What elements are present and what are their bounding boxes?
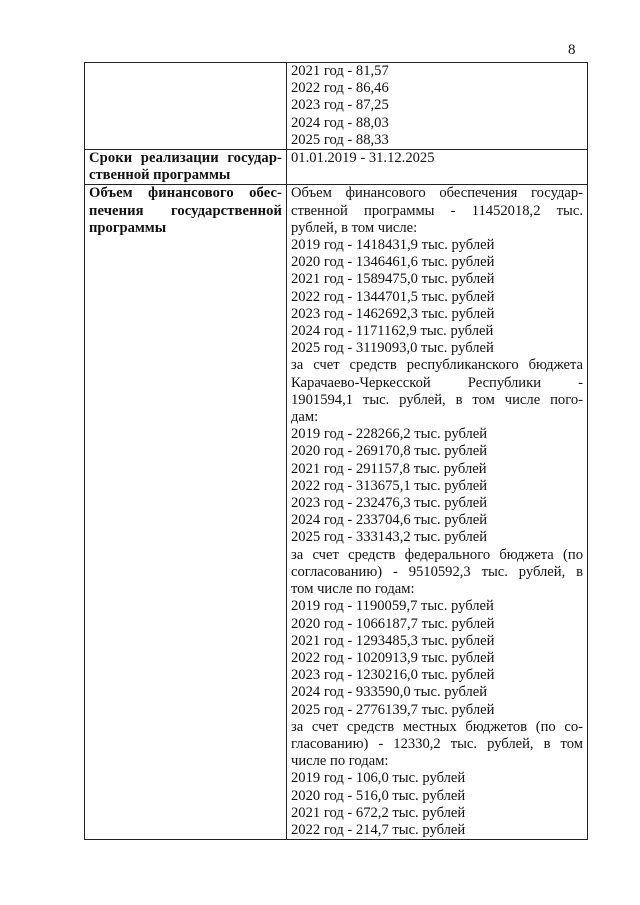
value-line: 2019 год - 1418431,9 тыс. рублей — [291, 237, 495, 254]
value-line: 2020 год - 516,0 тыс. рублей — [291, 787, 466, 804]
value-line: 2020 год - 269170,8 тыс. рублей — [291, 443, 488, 460]
value-line: за счет средств федерального бюджета (по — [291, 546, 583, 563]
value-line: за счет средств местных бюджетов (по со- — [291, 718, 583, 735]
table-row — [85, 150, 588, 185]
label-line: печения государственной — [89, 202, 282, 219]
value-line: 2022 год - 1344701,5 тыс. рублей — [291, 288, 495, 305]
value-line: 2023 год - 1230216,0 тыс. рублей — [291, 667, 495, 684]
value-line: 2025 год - 88,33 — [291, 131, 389, 148]
value-line: Объем финансового обеспечения государ- — [291, 185, 583, 202]
value-line: 2021 год - 1293485,3 тыс. рублей — [291, 632, 495, 649]
value-line: 2023 год - 1462692,3 тыс. рублей — [291, 305, 495, 322]
value-line: 2021 год - 81,57 — [291, 63, 389, 79]
table-body — [85, 63, 588, 840]
value-line: 2025 год - 2776139,7 тыс. рублей — [291, 701, 495, 718]
value-line: 2023 год - 87,25 — [291, 97, 389, 114]
value-line: 2022 год - 214,7 тыс. рублей — [291, 821, 466, 838]
value-line: 2024 год - 233704,6 тыс. рублей — [291, 512, 488, 529]
value-line: 2022 год - 313675,1 тыс. рублей — [291, 477, 488, 494]
page-number: 8 — [568, 42, 576, 58]
table-row — [85, 63, 588, 150]
value-line: 2024 год - 1171162,9 тыс. рублей — [291, 323, 494, 340]
label-line: программы — [89, 219, 167, 236]
value-line: 01.01.2019 - 31.12.2025 — [291, 150, 435, 167]
program-passport-table — [84, 62, 588, 840]
label-line: Объем финансового обес- — [89, 185, 282, 202]
label-line: ственной программы — [89, 167, 231, 184]
value-line: 2025 год - 333143,2 тыс. рублей — [291, 529, 488, 546]
row-label-cell — [85, 63, 287, 150]
value-line: 2022 год - 1020913,9 тыс. рублей — [291, 649, 495, 666]
value-line: 2021 год - 291157,8 тыс. рублей — [291, 460, 487, 477]
value-line: согласованию) - 9510592,3 тыс. рублей, в — [291, 563, 583, 580]
value-line: 2022 год - 86,46 — [291, 80, 389, 97]
value-line: 2019 год - 106,0 тыс. рублей — [291, 770, 466, 787]
value-line: 2024 год - 88,03 — [291, 114, 389, 131]
value-line: 2025 год - 3119093,0 тыс. рублей — [291, 340, 494, 357]
value-line: дам: — [291, 409, 319, 426]
label-line: Сроки реализации государ- — [89, 150, 282, 167]
value-line: ственной программы - 11452018,2 тыс. — [291, 202, 583, 219]
value-line: рублей, в том числе: — [291, 219, 418, 236]
value-line: том числе по годам: — [291, 581, 415, 598]
value-line: гласованию) - 12330,2 тыс. рублей, в том — [291, 735, 583, 752]
value-line: 2021 год - 672,2 тыс. рублей — [291, 804, 466, 821]
value-line: 2019 год - 228266,2 тыс. рублей — [291, 426, 488, 443]
value-line: 2023 год - 232476,3 тыс. рублей — [291, 495, 488, 512]
row-label-cell — [85, 185, 287, 840]
value-line: 2024 год - 933590,0 тыс. рублей — [291, 684, 488, 701]
table-row — [85, 185, 588, 840]
value-line: за счет средств республиканского бюджета — [291, 357, 583, 374]
value-line: числе по годам: — [291, 753, 389, 770]
value-line: 2019 год - 1190059,7 тыс. рублей — [291, 598, 494, 615]
value-line: 1901594,1 тыс. рублей, в том числе пого- — [291, 391, 583, 408]
value-line: 2021 год - 1589475,0 тыс. рублей — [291, 271, 495, 288]
value-line: 2020 год - 1346461,6 тыс. рублей — [291, 254, 495, 271]
row-value-cell — [287, 150, 588, 185]
value-line: 2020 год - 1066187,7 тыс. рублей — [291, 615, 495, 632]
row-value-cell — [287, 63, 588, 150]
row-value-cell — [287, 185, 588, 840]
value-line: Карачаево-Черкесской Республики - — [291, 374, 583, 391]
row-label-cell — [85, 150, 287, 185]
